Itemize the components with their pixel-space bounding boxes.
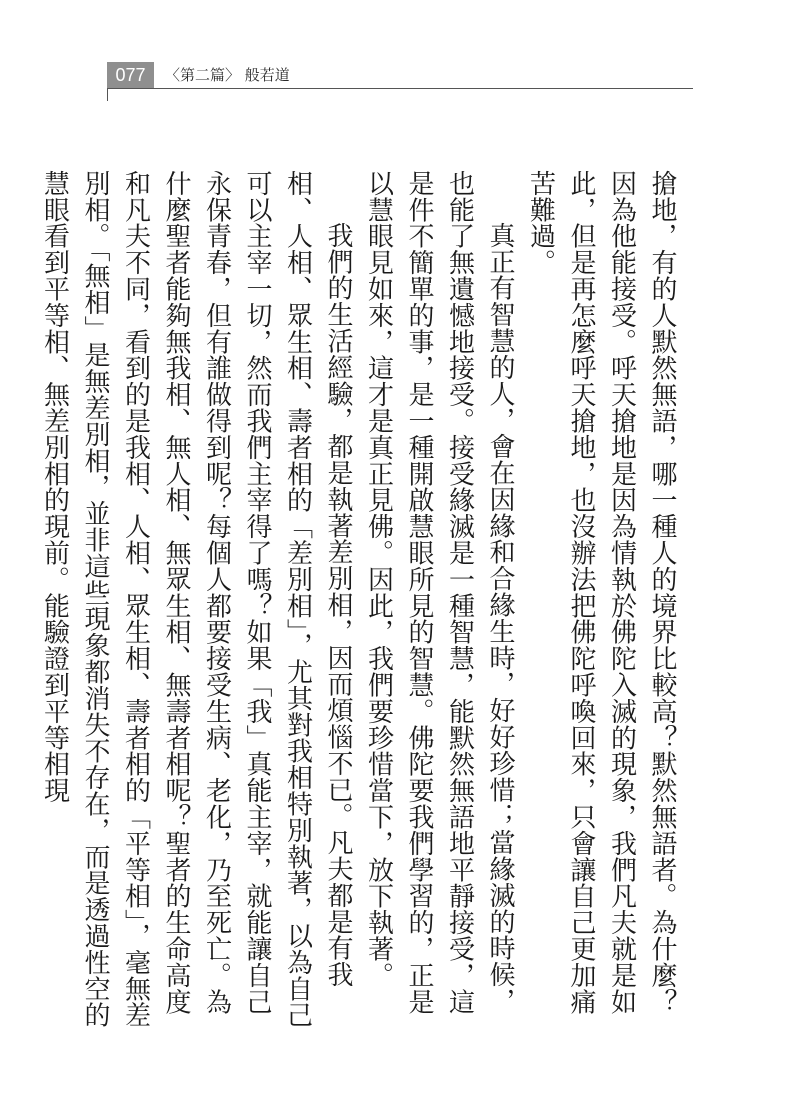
paragraph-1: 搶地，有的人默然無語，哪一種人的境界比較高？默然無語者。為什麼？因為他能接受。呼天搶地是因為情執於佛陀入滅的現象，我們凡夫就是如此，但是再怎麼呼天搶地，也沒辦法把佛陀呼喚回來，只會讓自己更加痛苦難過。 [525,170,677,1015]
body-text [34,170,682,1035]
header-rule [107,88,693,89]
paragraph-3: 我們的生活經驗，都是執著差別相，因而煩惱不已。凡夫都是有我相、人相、眾生相、壽者相的「差別相」，尤其對我相特別執著，以為自己可以主宰一切，然而我們主宰得了嗎？如果「我」真能主宰，就能讓自己永保青春，但有誰做得到呢？每個人都要接受生病、老化，乃至死亡。為什麼聖者能夠無我相、無人相、無眾生相、無壽者相呢？聖者的生命高度和凡夫不同，看到的是我相、人相、眾生相、壽者相的「平等相」，毫無差別相。「無相」是無差別相，並非這些現象都消失不存在，而是透過性空的慧眼看到平等相、無差別相的現前。能驗證到平等相現 [39,170,353,1029]
header-tick-mark [107,88,108,101]
running-header [107,62,693,88]
paragraph-2: 真正有智慧的人，會在因緣和合緣生時，好好珍惜；當緣滅的時候，也能了無遺憾地接受。接受緣滅是一種智慧，能默然無語地平靜接受，這是件不簡單的事，是一種開啟慧眼所見的智慧。佛陀要我們學習的，正是以慧眼見如來，這才是真正見佛。因此，我們要珍惜當下，放下執著。 [363,170,515,1015]
page-number: 077 [107,62,154,88]
chapter-title: 〈第二篇〉 般若道 [165,66,290,84]
